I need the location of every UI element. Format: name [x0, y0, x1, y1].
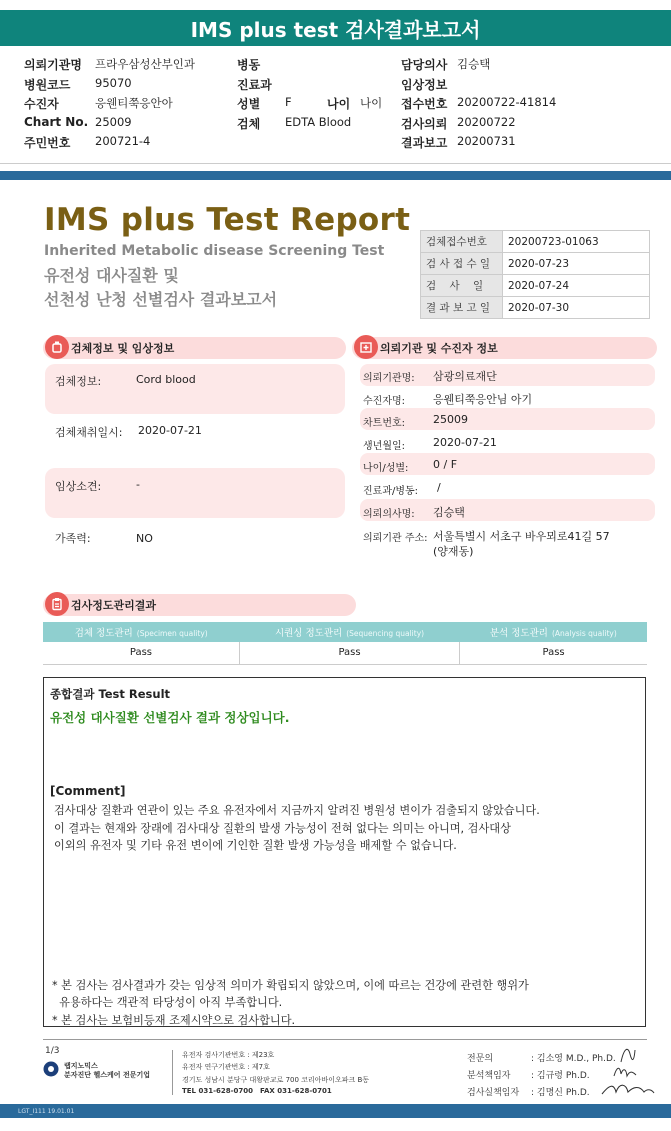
table-row	[43, 642, 647, 664]
institute-fax: FAX 031-628-0701	[260, 1087, 332, 1095]
hdr-label-ward: 병동	[237, 58, 261, 72]
hdr-label-institution: 의뢰기관명	[24, 58, 82, 72]
header-info	[0, 52, 671, 156]
institute-tel: TEL 031-628-0700	[182, 1087, 253, 1095]
blue-divider-band	[0, 171, 671, 180]
staff-name: : 김명신 Ph.D.	[531, 1088, 590, 1098]
hdr-value-receipt-no: 20200722-41814	[457, 95, 557, 109]
staff-role: 검사실책임자	[467, 1088, 520, 1098]
table-header-row	[43, 622, 647, 642]
hdr-value-sex: F	[285, 95, 292, 109]
patient-value-dob: 2020-07-21	[433, 436, 497, 449]
report-header-title: IMS plus test 검사결과보고서	[190, 17, 481, 42]
hdr-label-dept: 진료과	[237, 78, 272, 92]
meta-value: 2020-07-23	[503, 253, 650, 275]
patient-value-doctor: 김승택	[433, 506, 465, 519]
hdr-label-hospital-code: 병원코드	[24, 78, 71, 92]
quality-col-analysis: 분석 정도관리 (Analysis quality)	[460, 622, 647, 642]
patient-label-institution: 의뢰기관명:	[363, 373, 415, 384]
patient-label-doctor: 의뢰의사명:	[363, 509, 415, 520]
hdr-value-hospital-code: 95070	[95, 76, 132, 90]
specimen-value-clinical: -	[136, 478, 140, 491]
hdr-label-doctor: 담당의사	[401, 58, 448, 72]
patient-label-dept-ward: 진료과/병동:	[363, 486, 419, 497]
result-note: 유용하다는 객관적 타당성이 아직 부족합니다.	[52, 996, 283, 1009]
footer-band	[0, 1104, 671, 1118]
specimen-value-collected: 2020-07-21	[138, 424, 202, 437]
quality-col-specimen: 검체 정도관리 (Specimen quality)	[43, 622, 239, 642]
patient-label-name: 수진자명:	[363, 396, 406, 407]
specimen-label-collected: 검체채취일시:	[55, 426, 123, 439]
quality-value-analysis: Pass	[460, 642, 647, 664]
patient-value-institution: 삼광의료재단	[433, 370, 497, 383]
comment-line: 이외의 유전자 및 기타 유전 변이에 기인한 질환 발생 가능성을 배제할 수 없습니다.	[54, 839, 457, 852]
quality-value-specimen: Pass	[43, 642, 239, 664]
patient-label-address: 의뢰기관 주소:	[363, 533, 428, 544]
meta-key: 검체접수번호	[421, 231, 503, 253]
patient-value-dept-ward: /	[437, 481, 441, 494]
hdr-label-receipt-no: 접수번호	[401, 97, 448, 111]
report-title: IMS plus Test Report	[44, 202, 411, 238]
institute-line: 유전자 검사기관번호 : 제23호	[182, 1051, 275, 1059]
report-meta-table	[420, 230, 650, 319]
hdr-label-age: 나이	[327, 97, 351, 111]
hdr-value-doctor: 김승택	[457, 57, 491, 71]
result-note: * 본 검사는 보험비등재 조제시약으로 검사합니다.	[52, 1014, 296, 1027]
hdr-value-resident-no: 200721-4	[95, 134, 151, 148]
comment-line: 이 결과는 현재와 장래에 검사대상 질환의 발생 가능성이 전혀 없다는 의미는 아니며, 검사대상	[54, 822, 511, 835]
meta-key: 검 사 일	[421, 275, 503, 297]
company-logo-icon	[43, 1061, 59, 1079]
report-korean-title-line2: 선천성 난청 선별검사 결과보고서	[44, 290, 278, 309]
staff-role: 분석책임자	[467, 1071, 511, 1081]
quality-section-title: 검사정도관리결과	[71, 599, 157, 612]
hdr-label-specimen: 검체	[237, 117, 261, 131]
hdr-value-age: 나이	[360, 96, 383, 110]
patient-section-header	[352, 337, 657, 359]
specimen-label-clinical: 임상소견:	[55, 480, 102, 493]
meta-value: 2020-07-24	[503, 275, 650, 297]
specimen-value-family: NO	[136, 532, 153, 545]
company-tagline: 분자진단 헬스케어 전문기업	[64, 1071, 151, 1079]
meta-value: 2020-07-30	[503, 297, 650, 319]
patient-label-chart: 차트번호:	[363, 418, 406, 429]
specimen-section-title: 검체정보 및 임상정보	[71, 342, 175, 355]
patient-value-name: 응웬티쭉응안님 아기	[433, 393, 533, 406]
hdr-value-institution: 프라우삼성산부인과	[95, 57, 195, 71]
report-header-bar	[0, 10, 671, 46]
table-row	[421, 231, 650, 253]
hdr-label-patient: 수진자	[24, 97, 59, 111]
patient-value-age-sex: 0 / F	[433, 458, 458, 471]
result-heading: 종합결과 Test Result	[50, 687, 171, 701]
specimen-value-info: Cord blood	[136, 373, 196, 386]
hdr-value-chart: 25009	[95, 115, 132, 129]
form-code: LGT_I111 19.01.01	[18, 1107, 75, 1115]
hdr-value-patient: 응웬티쭉응안아	[95, 96, 173, 110]
hdr-label-chart: Chart No.	[24, 115, 89, 129]
staff-role: 전문의	[467, 1054, 494, 1064]
comment-heading: [Comment]	[50, 784, 126, 798]
hdr-label-request: 검사의뢰	[401, 117, 448, 131]
signature-mark	[618, 1044, 638, 1066]
specimen-section-header	[43, 337, 346, 359]
hdr-label-resident-no: 주민번호	[24, 136, 71, 150]
table-row	[421, 275, 650, 297]
meta-value: 20200723-01063	[503, 231, 650, 253]
hdr-label-report: 결과보고	[401, 136, 448, 150]
specimen-label-family: 가족력:	[55, 532, 91, 545]
patient-section-title: 의뢰기관 및 수진자 정보	[380, 342, 498, 355]
test-result-box	[43, 677, 646, 1027]
specimen-info-box	[45, 364, 345, 414]
quality-section-header	[43, 594, 356, 616]
quality-col-sequencing: 시퀀싱 정도관리 (Sequencing quality)	[239, 622, 459, 642]
institute-line: 경기도 성남시 분당구 대왕판교로 700 코리아바이오파크 B동	[182, 1076, 370, 1084]
test-tube-icon	[45, 335, 69, 359]
header-divider	[0, 163, 671, 164]
quality-table	[43, 622, 647, 665]
hdr-value-report: 20200731	[457, 134, 516, 148]
institute-line: 유전자 연구기관번호 : 제7호	[182, 1063, 270, 1071]
patient-value-address-line2: (양재동)	[433, 545, 474, 558]
result-note: * 본 검사는 검사결과가 갖는 임상적 의미가 확립되지 않았으며, 이에 따르는 건강에 관련한 행위가	[52, 979, 529, 992]
clipboard-icon	[45, 592, 69, 616]
hdr-label-sex: 성별	[237, 97, 261, 111]
meta-key: 검 사 접 수 일	[421, 253, 503, 275]
patient-value-chart: 25009	[433, 413, 468, 426]
patient-label-age-sex: 나이/성별:	[363, 463, 409, 474]
page-number: 1/3	[45, 1046, 60, 1056]
hdr-value-request: 20200722	[457, 115, 516, 129]
table-row	[421, 297, 650, 319]
footer-divider	[43, 1039, 647, 1040]
hdr-value-specimen: EDTA Blood	[285, 115, 352, 129]
comment-line: 검사대상 질환과 연관이 있는 주요 유전자에서 지금까지 알려진 병원성 변이가 검출되지 않았습니다.	[54, 804, 540, 817]
patient-value-address: 서울특별시 서초구 바우뫼로41길 57	[433, 530, 610, 543]
signature-mark	[600, 1080, 656, 1100]
hospital-icon	[354, 335, 378, 359]
patient-label-dob: 생년월일:	[363, 441, 406, 452]
company-name: 랩지노믹스	[64, 1062, 98, 1070]
staff-name: : 김규령 Ph.D.	[531, 1071, 590, 1081]
hdr-label-clinical: 임상정보	[401, 78, 448, 92]
result-summary: 유전성 대사질환 선별검사 결과 정상입니다.	[50, 710, 290, 725]
quality-value-sequencing: Pass	[239, 642, 459, 664]
report-subtitle: Inherited Metabolic disease Screening Test	[44, 243, 385, 259]
staff-name: : 김소영 M.D., Ph.D.	[531, 1054, 616, 1064]
report-korean-title-line1: 유전성 대사질환 및	[44, 266, 179, 285]
footer-vertical-divider	[172, 1050, 173, 1095]
meta-key: 결 과 보 고 일	[421, 297, 503, 319]
specimen-label-info: 검체정보:	[55, 375, 102, 388]
table-row	[421, 253, 650, 275]
